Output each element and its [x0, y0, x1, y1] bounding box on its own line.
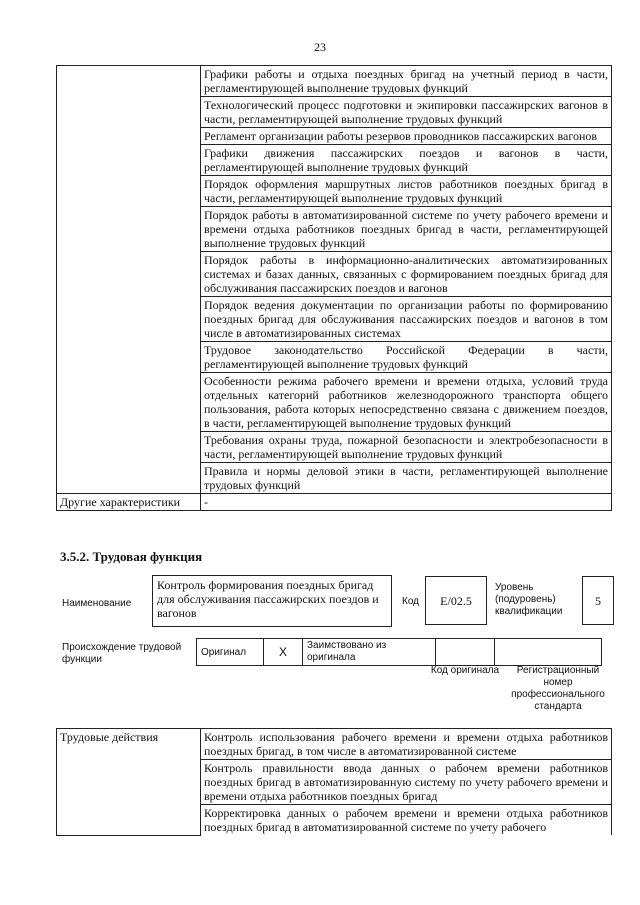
table-cell: Порядок ведения документации по организации работы по формированию поездных бригад для обслуживания пассажирских поездов и вагонов в том числе в автоматизированных системах	[201, 297, 612, 342]
name-label: Наименование	[62, 598, 132, 609]
page-number: 23	[314, 40, 326, 54]
other-characteristics-label: Другие характеристики	[57, 494, 201, 511]
table-cell: Порядок работы в автоматизированной системе по учету рабочего времени и времени отдыха работников поездных бригад в части, регламентирующей выполнение трудовых функций	[201, 207, 612, 252]
table-cell: Графики движения пассажирских поездов и вагонов в части, регламентирующей выполнение трудовых функций	[201, 145, 612, 176]
code-value: E/02.5	[440, 594, 472, 608]
reg-number-label: Регистрационный номер профессионального стандарта	[511, 665, 605, 712]
section-heading: 3.5.2. Трудовая функция	[60, 549, 203, 564]
table-cell: Трудовое законодательство Российской Федерации в части, регламентирующей выполнение трудовых функций	[201, 342, 612, 373]
table-cell: Правила и нормы деловой этики в части, регламентирующей выполнение трудовых функций	[201, 463, 612, 494]
labor-actions-label: Трудовые действия	[57, 729, 201, 836]
table-row	[57, 729, 612, 760]
reg-number-cell	[495, 639, 602, 666]
original-label: Оригинал	[197, 639, 264, 666]
code-original-cell	[436, 639, 495, 666]
table-cell: Особенности режима рабочего времени и времени отдыха, условий труда отдельных категорий работников железнодорожного транспорта общего пользования, работа которых непосредственно связана с движением поездов, в части, регламентирующей выполнение трудовых функций	[201, 373, 612, 432]
table-cell: Порядок работы в информационно-аналитических автоматизированных системах и базах данных, связанных с формированием поездных бригад для обслуживания пассажирских поездов и вагонов	[201, 252, 612, 297]
borrowed-label: Заимствовано из оригинала	[303, 639, 436, 666]
table-cell: Контроль правильности ввода данных о рабочем времени работников поездных бригад в автоматизированную систему по учету рабочего времени и времени отдыха работников поездных бригад	[201, 760, 612, 805]
table-cell: Требования охраны труда, пожарной безопасности и электробезопасности в части, регламентирующей выполнение трудовых функций	[201, 432, 612, 463]
level-box	[582, 576, 614, 625]
table-cell: Технологический процесс подготовки и экипировки пассажирских вагонов в части, регламентирующей выполнение трудовых функций	[201, 97, 612, 128]
label-cell-empty	[57, 66, 201, 494]
table-cell: Корректировка данных о рабочем времени и времени отдыха работников поездных бригад в автоматизированной системе по учету рабочего	[201, 805, 612, 836]
level-value: 5	[595, 594, 601, 608]
level-label: Уровень (подуровень) квалификации	[495, 582, 563, 617]
table-row	[57, 66, 612, 97]
name-box	[152, 575, 392, 627]
original-mark: X	[264, 639, 303, 666]
code-original-label: Код оригинала	[430, 665, 500, 676]
code-box	[425, 576, 487, 625]
table-cell: Контроль использования рабочего времени и времени отдыха работников поездных бригад, в том числе в автоматизированной системе	[201, 729, 612, 760]
table-cell: Порядок оформления маршрутных листов работников поездных бригад в части, регламентирующей выполнение трудовых функций	[201, 176, 612, 207]
table-row	[57, 494, 612, 511]
knowledge-table	[56, 65, 612, 511]
table-cell: Графики работы и отдыха поездных бригад на учетный период в части, регламентирующей выполнение трудовых функций	[201, 66, 612, 97]
name-value: Контроль формирования поездных бригад для обслуживания пассажирских поездов и вагонов	[157, 578, 379, 620]
other-characteristics-value: -	[201, 494, 612, 511]
origin-table	[196, 638, 602, 666]
code-label: Код	[402, 596, 420, 607]
origin-label: Происхождение трудовой функции	[62, 642, 182, 665]
table-cell: Регламент организации работы резервов проводников пассажирских вагонов	[201, 128, 612, 145]
table-row	[197, 639, 602, 666]
labor-actions-table	[56, 728, 612, 836]
